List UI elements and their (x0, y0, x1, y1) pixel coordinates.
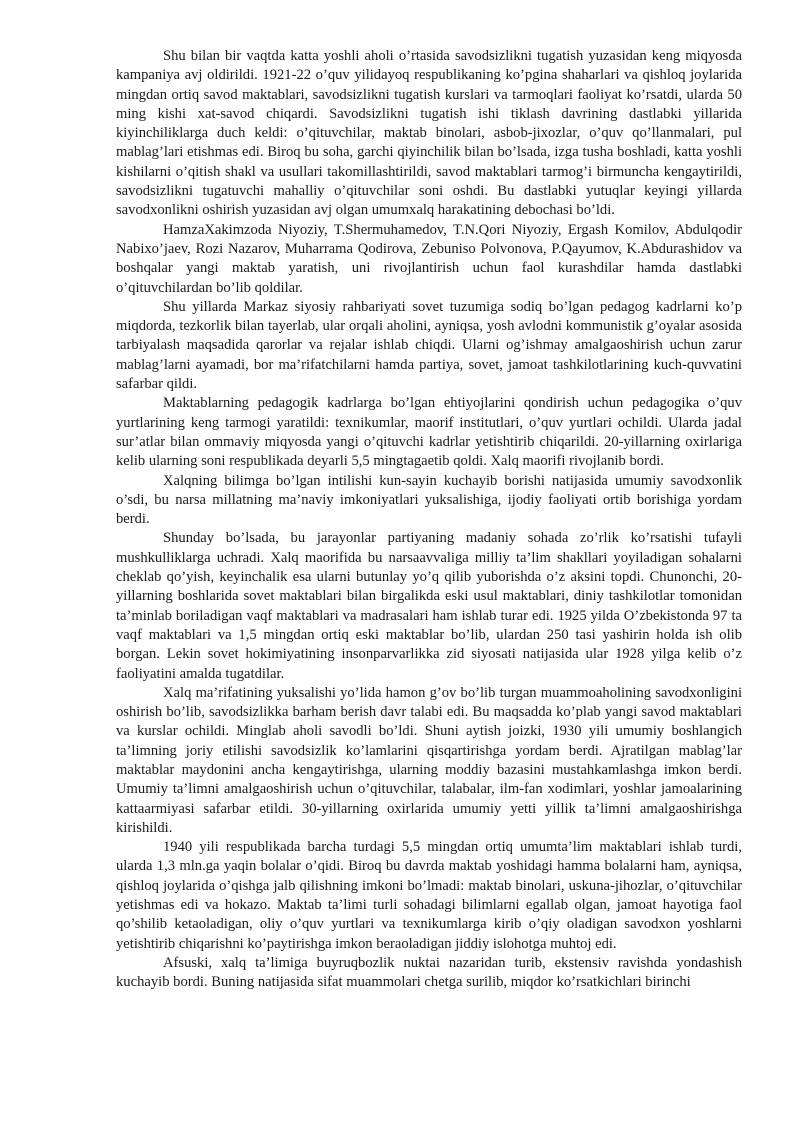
paragraph: Maktablarning pedagogik kadrlarga bo’lgan ehtiyojlarini qondirish uchun pedagogika o’quv yurtlarining keng tarmogi yaratildi: texnikumlar, maorif institutlari, o’quv yurtlari ochildi. Ularda jadal sur’atlar bilan ommaviy miqyosda yangi o’qituvchi kadrlar yetishtirib chiqarildi. 20-yillarning oxirlariga kelib ularning soni respublikada deyarli 5,5 mingtagaetib qoldi. Xalq maorifi rivojlanib bordi. (116, 395, 742, 470)
paragraph: Xalqning bilimga bo’lgan intilishi kun-sayin kuchayib borishi natijasida umumiy savodxonlik o’sdi, bu narsa millatning ma’naviy imkoniyatlari yuksalishiga, ijodiy faoliyati ortib borishiga yordam berdi. (116, 472, 742, 528)
paragraph: 1940 yili respublikada barcha turdagi 5,5 mingdan ortiq umumta’lim maktablari ishlab turdi, ularda 1,3 mln.ga yaqin bolalar o’qidi. Biroq bu davrda maktab yoshidagi hamma bolalarni ham, ayniqsa, qishloq joylarida o’qishga jalb qilishning imkoni bo’lmadi: maktab binolari, uskuna-jihozlar, o’qituvchilar yetishmas edi va hokazo. Maktab ta’limi turli sohadagi bilimlarni egallab olgan, jamoat hayotiga faol qo’shilib ketaoladigan, oliy o’quv yurtlari va texnikumlarga kirib o’qiy oladigan savodxon yoshlarni yetishtirib chiqarishni ko’paytirishga imkon beraoladigan jiddiy islohotga muhtoj edi. (116, 839, 742, 952)
paragraph: Shu yillarda Markaz siyosiy rahbariyati sovet tuzumiga sodiq bo’lgan pedagog kadrlarni ko’p miqdorda, tezkorlik bilan tayerlab, ular orqali aholini, ayniqsa, yosh avlodni kommunistik g’oyalar asosida tarbiyalash maqsadida qarorlar va rejalar ishlab chiqdi. Ularni og’ishmay amalgaoshirish uchun zarur mablag’larni ayamadi, bor ma’rifatchilarni hamda partiya, sovet, jamoat tashkilotlarining kuch-quvvatini safarbar qildi. (116, 298, 742, 393)
paragraph: Shu bilan bir vaqtda katta yoshli aholi o’rtasida savodsizlikni tugatish yuzasidan keng miqyosda kampaniya avj oldirildi. 1921-22 o’quv yilidayoq respublikaning ko’pgina shaharlari va qishloq joylarida mingdan ortiq savod maktablari, savodsizlikni tugatish kurslari va tarmoqlari faoliyat ko’rsatdi, ularda 50 ming kishi xat-savod chiqardi. Savodsizlikni tugatish ishi tiklash davrining dastlabki yillarida kiyinchiliklarga duch keldi: o’qituvchilar, maktab binolari, asbob-jixozlar, o’quv qo’llanmalari, pul mablag’lari etishmas edi. Biroq bu soha, garchi qiyinchilik bilan bo’lsada, izga tusha boshladi, katta yoshli kishilarni o’qitish shakl va usullari takomillashtirildi, savod maktablari tarmog’i birmuncha kengaytirildi, savodsizlikni tugatuvchi mahalliy o’qituvchilar soni oshdi. Bu dastlabki yutuqlar keyingi yillarda savodxonlikni oshirish yuzasidan avj olgan umumxalq harakatining debochasi bo’ldi. (116, 48, 742, 219)
paragraph: HamzaXakimzoda Niyoziy, T.Shermuhamedov, T.N.Qori Niyoziy, Ergash Komilov, Abdulqodir Nabixo’jaev, Rozi Nazarov, Muharrama Qodirova, Zebuniso Polvonova, P.Qayumov, K.Abdurashidov va boshqalar yangi maktab yaratish, uni rivojlantirish uchun faol kurashdilar hamda dastlabki o’qituvchilardan bo’lib qoldilar. (116, 221, 742, 296)
paragraph: Xalq ma’rifatining yuksalishi yo’lida hamon g’ov bo’lib turgan muammoaholining savodxonligini oshirish bo’lib, savodsizlikka barham berish davr talabi edi. Bu maqsadda ko’plab yangi savod maktablari va kurslar ochildi. Minglab aholi savodli bo’ldi. Shuni aytish joizki, 1930 yili umumiy boshlangich ta’limning joriy etilishi savodsizlik ko’lamlarini qisqartirishga yordam berdi. Ajratilgan mablag’lar maktablar maydonini ancha kengaytirishga, ularning moddiy bazasini mustahkamlashga imkon berdi. Umumiy ta’limni amalgaoshirish uchun o’qituvchilar, talabalar, ilm-fan xodimlari, yoshlar jamoalarining kattaarmiyasi safarbar etildi. 30-yillarning oxirlarida umumiy yetti yillik ta’limni amalgaoshirishga kirishildi. (116, 684, 742, 836)
document-page (116, 47, 742, 993)
paragraph: Afsuski, xalq ta’limiga buyruqbozlik nuktai nazaridan turib, ekstensiv ravishda yondashish kuchayib bordi. Buning natijasida sifat muammolari chetga surilib, miqdor ko’rsatkichlari birinchi (116, 954, 742, 991)
paragraph: Shunday bo’lsada, bu jarayonlar partiyaning madaniy sohada zo’rlik ko’rsatishi tufayli mushkulliklarga uchradi. Xalq maorifida bu narsaavvaliga milliy ta’lim shakllari yoyiladigan sohalarni cheklab qo’yish, keyinchalik esa ularni butunlay yo’q qilib yuborishda o’z aksini topdi. Chunonchi, 20-yillarning boshlarida sovet maktablari bilan birgalikda eski usul maktablari, diniy tashkilotlar tomonidan ta’minlab boriladigan vaqf maktablari va madrasalari ham ishlab turar edi. 1925 yilda O’zbekistonda 97 ta vaqf maktablari va 1,5 mingdan ortiq eski maktablar bo’lib, ulardan 250 tasi yashirin holda ish olib borgan. Lekin sovet hokimiyatining insonparvarlikka zid siyosati natijasida ular 1928 yilga kelib o’z faoliyatini amalda tugatdilar. (116, 530, 742, 682)
